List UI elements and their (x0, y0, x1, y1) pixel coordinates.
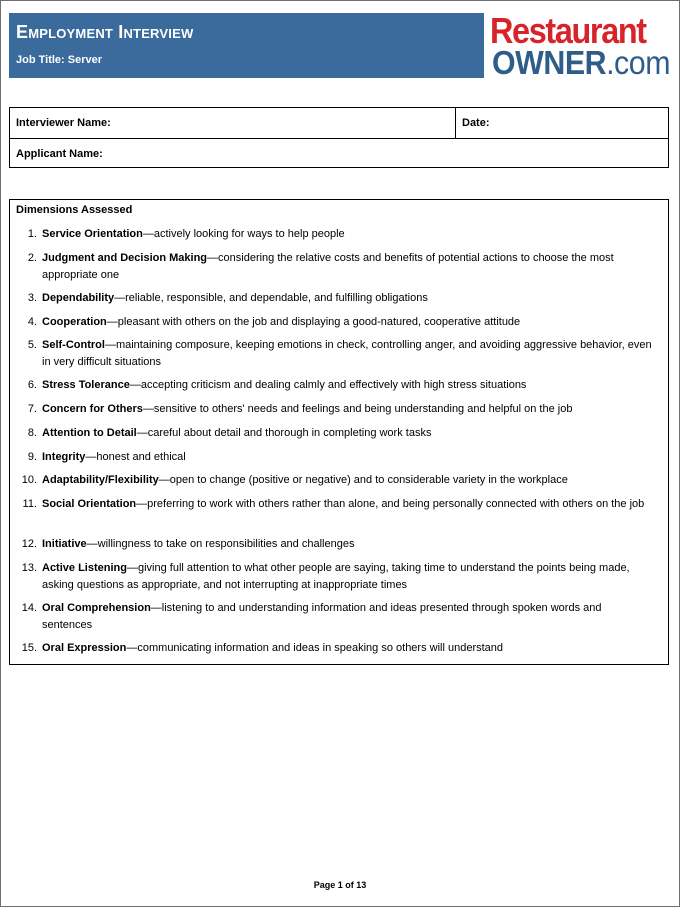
dimension-number: 5. (27, 339, 37, 351)
page-current: 1 (337, 880, 343, 890)
page-total: 13 (356, 880, 367, 890)
dimension-number: 15. (21, 642, 37, 654)
applicant-name-label: Applicant Name: (16, 148, 103, 160)
job-title: Job Title: Server (16, 54, 102, 66)
dimension-name: Dependability (42, 292, 115, 304)
info-divider (455, 108, 456, 138)
dimension-name: Adaptability/Flexibility (42, 474, 159, 486)
page-prefix: Page (313, 880, 338, 890)
dimension-number: 9. (27, 451, 37, 463)
header-bar (9, 13, 484, 78)
dimension-text (42, 600, 654, 634)
dimension-number: 2. (27, 252, 37, 264)
dimension-description: —open to change (positive or negative) and to considerable variety in the workplace (158, 474, 568, 486)
dimension-text (42, 449, 654, 466)
dimension-text (42, 536, 654, 553)
dimension-description: —reliable, responsible, and dependable, and fulfilling obligations (114, 292, 428, 304)
dimension-text (42, 401, 654, 418)
dimension-text (42, 377, 654, 394)
logo-owner-line (492, 46, 670, 87)
dimension-description: —pleasant with others on the job and displaying a good-natured, cooperative attitude (106, 316, 521, 328)
dimension-number: 13. (21, 562, 37, 574)
dimension-description: —accepting criticism and dealing calmly and effectively with high stress situations (129, 379, 527, 391)
dimensions-list (10, 200, 668, 664)
interviewer-name-label: Interviewer Name: (16, 117, 111, 129)
dimension-name: Integrity (42, 451, 86, 463)
dimension-description: —listening to and understanding information and ideas presented through spoken words and sentences (42, 602, 602, 631)
page-title: Employment Interview (16, 22, 194, 42)
restaurant-owner-logo (490, 12, 672, 80)
dimension-text (42, 250, 654, 284)
dimension-number: 4. (27, 316, 37, 328)
dimension-number: 11. (22, 498, 37, 510)
dimension-description: —communicating information and ideas in speaking so others will understand (126, 642, 504, 654)
dimension-number: 12. (21, 538, 37, 550)
logo-restaurant-text: Restaurant (490, 10, 646, 51)
dimension-name: Oral Expression (42, 642, 127, 654)
dimension-description: —preferring to work with others rather than alone, and being personally connected with others on the job (136, 498, 645, 510)
dimension-name: Social Orientation (42, 498, 137, 510)
dimension-description: —giving full attention to what other people are saying, taking time to understand the points being made, asking questions as appropriate, and not interrupting at inappropriate times (42, 562, 630, 591)
dimension-description: —actively looking for ways to help people (142, 228, 345, 240)
dimension-name: Cooperation (42, 316, 107, 328)
dimension-text (42, 337, 654, 371)
page-of: of (342, 880, 357, 890)
dimension-text (42, 472, 654, 489)
logo-com-text: .com (606, 44, 671, 81)
dimension-description: —willingness to take on responsibilities and challenges (86, 538, 355, 550)
dimension-name: Service Orientation (42, 228, 143, 240)
dimension-number: 3. (27, 292, 37, 304)
info-row-interviewer (10, 108, 668, 139)
dimension-number: 6. (27, 379, 37, 391)
dimension-number: 8. (27, 427, 37, 439)
dimension-number: 7. (27, 403, 37, 415)
dimension-description: —considering the relative costs and benefits of potential actions to choose the most appropriate one (42, 252, 614, 281)
dimension-name: Attention to Detail (42, 427, 137, 439)
dimension-description: —honest and ethical (85, 451, 186, 463)
dimension-name: Active Listening (42, 562, 127, 574)
dimension-name: Initiative (42, 538, 87, 550)
dimensions-box (9, 199, 669, 665)
dimension-description: —maintaining composure, keeping emotions in check, controlling anger, and avoiding aggressive behavior, even in very difficult situations (42, 339, 652, 368)
dimension-description: —careful about detail and thorough in completing work tasks (136, 427, 432, 439)
dimension-text (42, 314, 654, 331)
dimension-text (42, 560, 654, 594)
dimension-name: Self-Control (42, 339, 105, 351)
dimension-name: Oral Comprehension (42, 602, 151, 614)
dimensions-heading: Dimensions Assessed (16, 204, 133, 216)
dimension-number: 10. (21, 474, 37, 486)
dimension-name: Stress Tolerance (42, 379, 130, 391)
dimension-number: 14. (21, 602, 37, 614)
page-number (0, 880, 680, 890)
dimension-text (42, 290, 654, 307)
logo-owner-text: OWNER (492, 44, 607, 81)
dimension-text (42, 640, 654, 657)
dimension-text (42, 496, 654, 513)
interview-info-table (9, 107, 669, 168)
dimension-text (42, 425, 654, 442)
dimension-name: Concern for Others (42, 403, 143, 415)
dimension-text (42, 226, 654, 243)
dimension-description: —sensitive to others' needs and feelings and being understanding and helpful on the job (142, 403, 573, 415)
dimension-number: 1. (27, 228, 37, 240)
date-label: Date: (462, 117, 490, 129)
dimension-name: Judgment and Decision Making (42, 252, 208, 264)
